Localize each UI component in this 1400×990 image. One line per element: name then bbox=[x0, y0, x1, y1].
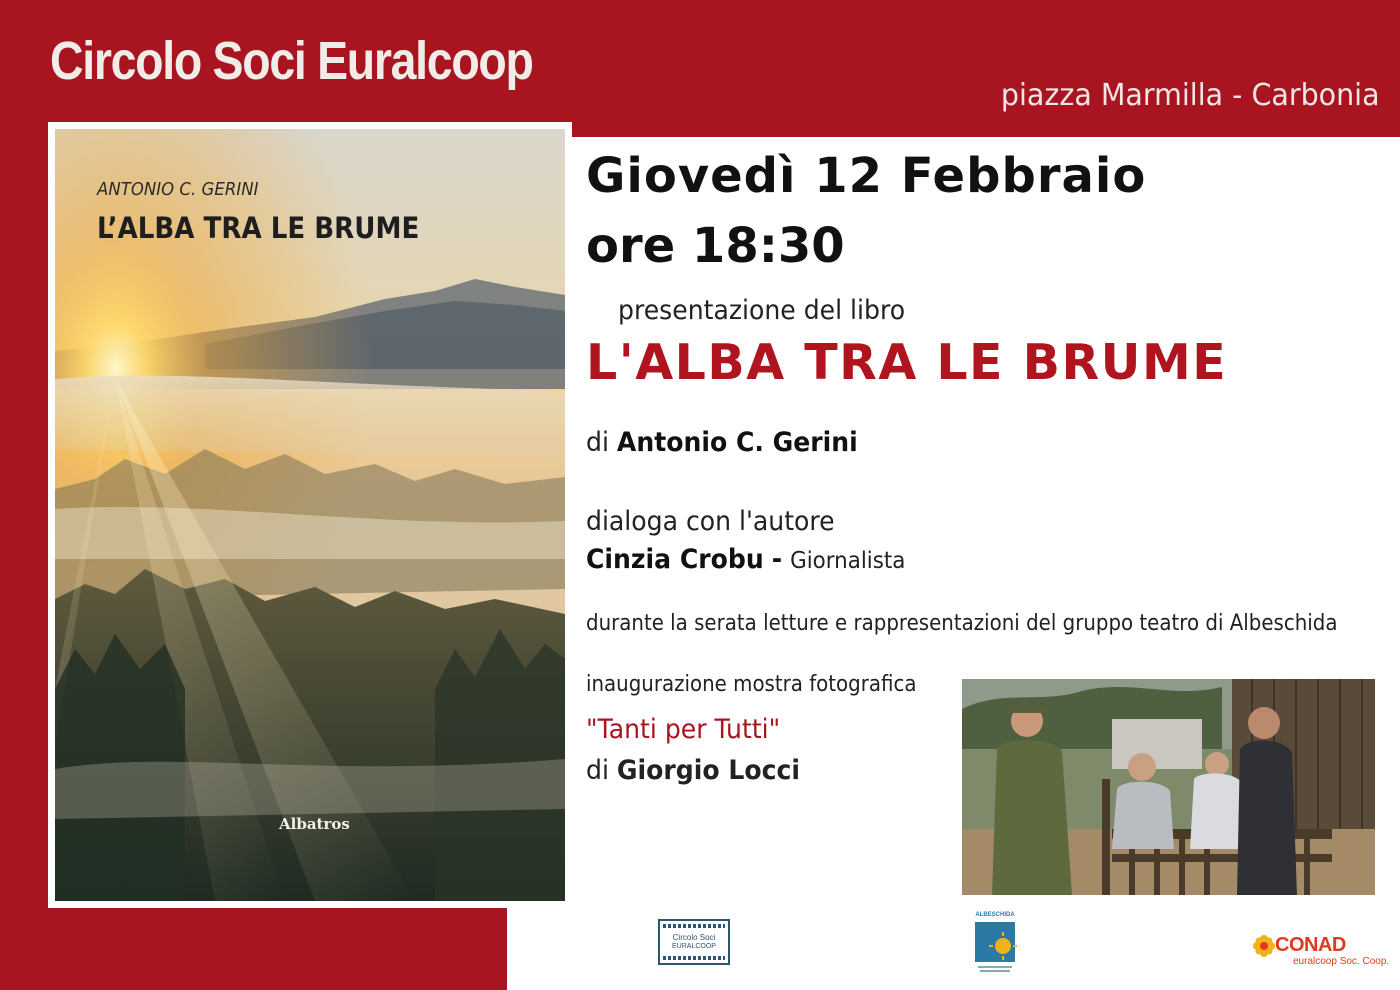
moderator-name: Cinzia Crobu bbox=[586, 544, 764, 575]
presentation-intro: presentazione del libro bbox=[618, 295, 906, 326]
photographer-name: Giorgio Locci bbox=[616, 755, 800, 786]
moderator-line bbox=[586, 544, 905, 575]
exhibition-intro: inaugurazione mostra fotografica bbox=[586, 672, 917, 697]
conad-subtitle: euralcoop Soc. Coop. bbox=[1293, 956, 1390, 967]
logo-pattern-top bbox=[663, 924, 725, 928]
daisy-icon bbox=[1253, 935, 1275, 957]
book-title: L'ALBA TRA LE BRUME bbox=[586, 334, 1228, 391]
moderator-role: Giornalista bbox=[790, 548, 906, 574]
circolo-soci-logo bbox=[658, 919, 730, 965]
conad-wordmark: CONAD bbox=[1275, 934, 1346, 956]
author-name: Antonio C. Gerini bbox=[616, 427, 858, 458]
exhibition-photo-illustration bbox=[962, 679, 1375, 895]
photographer-prefix: di bbox=[586, 755, 609, 786]
conad-euralcoop-logo bbox=[1253, 932, 1390, 972]
circolo-logo-line2: EURALCOOP bbox=[672, 943, 716, 950]
book-cover bbox=[55, 129, 565, 901]
dialog-intro: dialoga con l'autore bbox=[586, 506, 835, 537]
photographer-line bbox=[586, 755, 800, 786]
author-line bbox=[586, 427, 858, 458]
event-date: Giovedì 12 Febbraio bbox=[586, 148, 1147, 204]
exhibition-title: "Tanti per Tutti" bbox=[586, 714, 781, 745]
moderator-separator: - bbox=[771, 544, 783, 575]
cover-author: ANTONIO C. GERINI bbox=[97, 179, 259, 200]
albeschida-logo bbox=[970, 912, 1020, 974]
cover-publisher: Albatros bbox=[279, 815, 350, 833]
event-time: ore 18:30 bbox=[586, 218, 845, 274]
albeschida-sun-icon bbox=[970, 920, 1020, 974]
event-location: piazza Marmilla - Carbonia bbox=[1001, 78, 1380, 113]
exhibition-photo bbox=[962, 679, 1375, 895]
author-prefix: di bbox=[586, 427, 609, 458]
organization-title: Circolo Soci Euralcoop bbox=[50, 31, 533, 91]
albeschida-logo-name: ALBESCHIDA bbox=[975, 912, 1015, 918]
cover-title: L’ALBA TRA LE BRUME bbox=[97, 211, 420, 245]
circolo-logo-line1: Circolo Soci bbox=[672, 933, 716, 942]
evening-note: durante la serata letture e rappresentazioni del gruppo teatro di Albeschida bbox=[586, 611, 1338, 636]
logo-pattern-bottom bbox=[663, 956, 725, 960]
